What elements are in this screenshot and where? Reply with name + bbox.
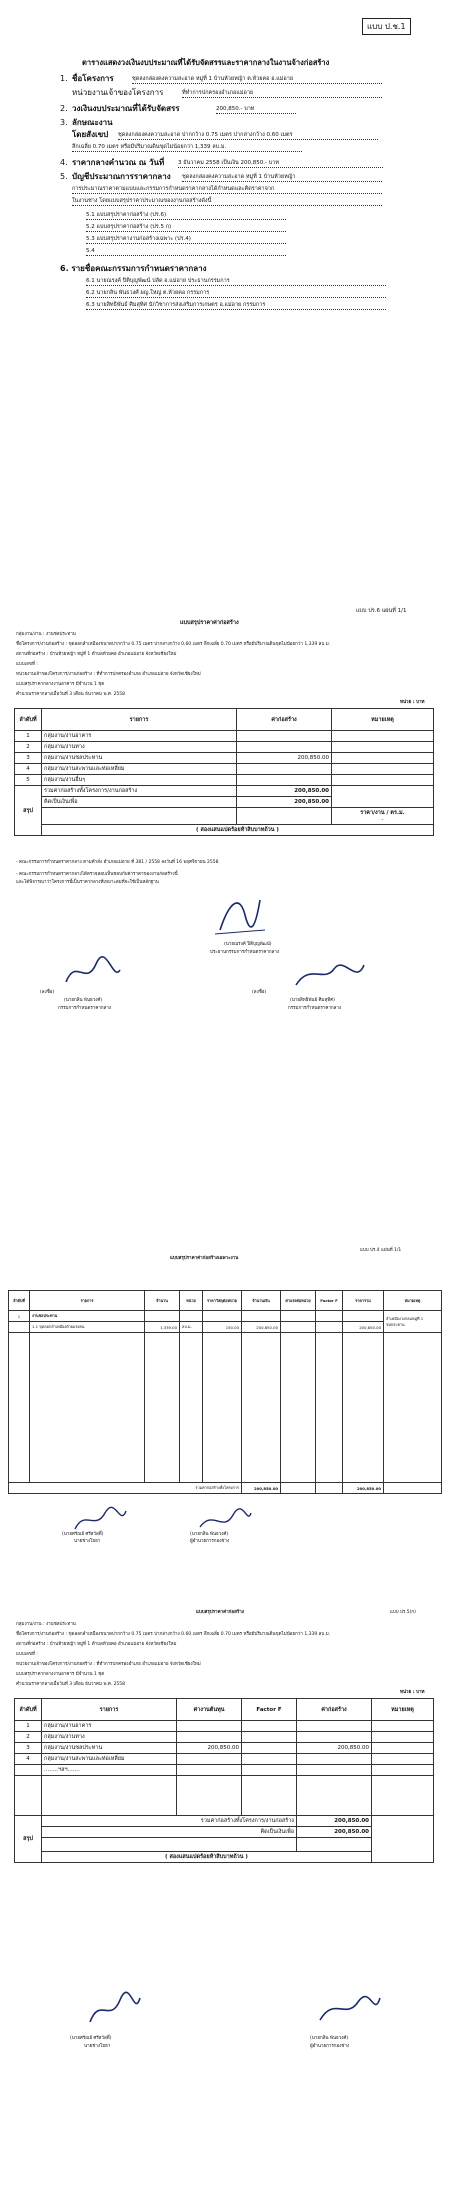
- item3-no: 3.: [60, 118, 68, 127]
- table-row: 1 กลุ่มงาน/งานอาคาร: [15, 1721, 434, 1732]
- item3-label: ลักษณะงาน: [72, 118, 113, 127]
- page3-left-role: นายช่างโยธา: [74, 1539, 101, 1544]
- page2-meta-5: แบบสรุปราคากลางงานอาคาร มีจำนวน 1 ชุด: [16, 682, 105, 687]
- item3-desc-1: ชุดลงกล่องคงความสะอาด ปากกว้าง 0.75 เมตร ปากล่างกว้าง 0.60 เมตร: [118, 132, 378, 140]
- table-row: 1 งานชลประทาน ลำเหมืองวงกลมหมู่ที่ 1 ชลประทาน: [9, 1311, 442, 1322]
- page-2-por6-summary: [0, 600, 450, 1240]
- left-committee-signature: [58, 952, 128, 992]
- page2-ref: แบบ ปร.6 แผ่นที่ 1/1: [356, 608, 407, 614]
- page4-meta-6: คำนวณราคากลางเมื่อวันที่ 3 เดือน ธันวาคม พ.ศ. 2558: [16, 1682, 126, 1687]
- chair-name: (นายณรงค์ ปิติบุญพัฒน์): [224, 942, 272, 947]
- page4-left-name: (นายศรัณย์ ศรีสวัสดิ์): [70, 2036, 112, 2041]
- committee-3: 6.3 นายสิทธิพันธ์ ศิมสุทิศ นักวิชาการส่งเสริมการเกษตร อ.แม่อาย กรรมการ: [86, 302, 386, 310]
- item5-line-1: การประมาณราคาตามแบบและกรรมการกำหนดราคากลางได้กำหนดและคิดราคาจาก: [72, 186, 382, 194]
- item4-label: ราคากลางคำนวณ ณ วันที่: [72, 158, 165, 167]
- page3-left-name: (นายศรัณย์ ศรีสวัสดิ์): [62, 1532, 104, 1537]
- item4-value: 3 ธันวาคม 2558 เป็นเงิน 200,850.- บาท: [178, 160, 383, 168]
- committee-2: 6.2 นายกลิน พันธวงศ์ ผญ.ใหญ่ ต.ห้วยคอ กรรมการ: [86, 290, 386, 298]
- table-blank-area: [9, 1333, 442, 1483]
- total-row: รวมค่าก่อสร้างทั้งโครงการ 200,850.00 200,850.00: [9, 1483, 442, 1494]
- page3-right-signature: [195, 1505, 255, 1535]
- item1-label: ชื่อโครงการ: [72, 74, 114, 83]
- page4-left-signature: [84, 1990, 144, 2030]
- table-row: ........ฯลฯ.......: [15, 1765, 434, 1776]
- table-row: 1.1 ขุดลอกลำเหมืองด้วยแรงคน 1,339.00 ลบ.ม. 150.00 200,850.00 200,850.00: [9, 1322, 442, 1333]
- chair-signature: [210, 890, 270, 940]
- right-committee-role: กรรมการกำหนดราคากลาง: [288, 1006, 342, 1011]
- sign-prefix-right: (ลงชื่อ): [252, 990, 267, 995]
- page2-meta-0: กลุ่มงาน/งาน : งานชลประทาน: [16, 632, 76, 637]
- in-words-row: ( สองแสนแปดร้อยห้าสิบบาทถ้วน ): [15, 825, 434, 836]
- item5-no: 5.: [60, 172, 68, 181]
- page2-title: แบบสรุปราคาค่าก่อสร้าง: [180, 620, 239, 626]
- committee-title: 6. รายชื่อคณะกรรมการกำหนดราคากลาง: [60, 264, 207, 273]
- item3-sub-label: โดยสังเขป: [72, 130, 109, 139]
- sign-prefix-left: (ลงชื่อ): [40, 990, 55, 995]
- item2-label: วงเงินงบประมาณที่ได้รับจัดสรร: [72, 104, 180, 113]
- page4-meta-5: แบบสรุปราคากลางงานอาคาร มีจำนวน 1 ชุด: [16, 1672, 105, 1677]
- table-row: 4 กลุ่มงาน/งานสะพานและท่อเหลี่ยม: [15, 764, 434, 775]
- item5-line-2: ในงานช่าง โดยแบบสรุปราคาประมาณของงานก่อสร้างดังนี้: [72, 198, 382, 206]
- sub-item-5-1: 5.1 แบบสรุปราคาก่อสร้าง (ปร.6): [86, 212, 286, 220]
- sub-item-5-2: 5.2 แบบสรุปราคาก่อสร้าง (ปร.5 ก): [86, 224, 286, 232]
- item4-no: 4.: [60, 158, 68, 167]
- page2-meta-2: สถานที่ก่อสร้าง : บ้านห้วยหญ้า หมู่ที่ 1 ตำบลห้วยคอ อำเภอแม่อาย จังหวัดเชียงใหม่: [16, 652, 177, 657]
- page4-right-name: (นายกลิน พันธวงศ์): [310, 2036, 349, 2041]
- page4-meta-1: ชื่อโครงการ/งานก่อสร้าง : ขุดลอกลำเหมืองขนาดปากกว้าง 0.75 เมตร ปากล่างกว้าง 0.60 เมตร ลึกเฉลี่ย 0.70 เมตร หรือมีปริมาณดินขุดไม่น้อยกว่า 1,339 ลบ.ม.: [16, 1632, 331, 1637]
- page-4-por5-summary: [0, 1550, 450, 2198]
- page2-cost-table: [14, 708, 434, 836]
- total-row: สรุป รวมค่าก่อสร้างทั้งโครงการ/งานก่อสร้าง 200,850.00: [15, 1816, 434, 1827]
- page3-ref: แบบ ปร.4 แผ่นที่ 1/1: [360, 1248, 402, 1253]
- sub-item-5-4: 5.4: [86, 248, 286, 256]
- item1b-label: หน่วยงานเจ้าของโครงการ: [72, 88, 164, 97]
- th-no: ลำดับที่: [15, 709, 42, 731]
- table-row: 5 กลุ่มงาน/งานอื่นๆ: [15, 775, 434, 786]
- table-row: 4 กลุ่มงาน/งานสะพานและท่อเหลี่ยม: [15, 1754, 434, 1765]
- table-blank-area: [15, 1776, 434, 1816]
- item3-desc-2: ลึกเฉลี่ย 0.70 เมตร หรือมีปริมาณดินขุดไม่น้อยกว่า 1,339 ลบ.ม.: [72, 144, 302, 152]
- blank-row: [15, 1838, 434, 1852]
- th-remark: หมายเหตุ: [332, 709, 434, 731]
- page-1-summary-form: [0, 0, 450, 600]
- page4-meta-3: แบบเลขที่ :: [16, 1652, 38, 1657]
- item2-no: 2.: [60, 104, 68, 113]
- item1-no: 1.: [60, 74, 68, 83]
- page4-cost-table: ลำดับที่ รายการ ค่างานต้นทุน Factor F ค่าก่อสร้าง หมายเหตุ 1 กลุ่มงาน/งานอาคาร 2 กลุ่มงาน/งานทาง 3 กลุ่มงาน/งานชลประทาน 200,850.00 200,850.00 4 กลุ่มงาน/งานสะพานและท่อเหลี่ยม ........ฯลฯ....... สรุป รวมค่าก่อสร้างทั้งโครงการ/งานก่อสร้าง 200,850.00 คิดเป็นเงินเพื่อ 200,850.00 ( สองแสนแปดร้อยห้าสิบบาทถ้วน ): [14, 1698, 434, 1863]
- page2-meta-4: หน่วยงานเจ้าของโครงการ/งานก่อสร้าง : ที่ทำการปกครองอำเภอ อำเภอแม่อาย จังหวัดเชียงใหม่: [16, 672, 201, 677]
- page4-left-role: นายช่างโยธา: [84, 2044, 111, 2049]
- page4-right-role: ผู้อำนวยการกองช่าง: [310, 2044, 350, 2049]
- page2-note-0: - คณะกรรมการกำหนดราคากลาง ตามคำสั่ง อำเภอแม่อาย ที่ 381 / 2558 ลงวันที่ 16 พฤศจิกายน 2558: [16, 860, 219, 865]
- page4-title: แบบสรุปราคาค่าก่อสร้าง: [196, 1610, 244, 1615]
- table-row: 2 กลุ่มงาน/งานทาง: [15, 742, 434, 753]
- round-row: คิดเป็นเงินเพื่อ 200,850.00: [15, 797, 434, 808]
- right-committee-name: (นายสิทธิพันธ์ ศิมสุทิศ): [290, 998, 335, 1003]
- item1-value: ชุดลงกล่องคงความสะอาด หมู่ที่ 1 บ้านห้วยหญ้า ต.ห้วยคอ อ.แม่อาย: [132, 76, 382, 84]
- page3-title: แบบสรุปราคาค่าก่อสร้างเฉพาะงาน: [170, 1256, 239, 1261]
- page3-right-role: ผู้อำนวยการกองช่าง: [190, 1539, 230, 1544]
- item5-label: บัญชีประมาณการราคากลาง: [72, 172, 171, 181]
- page2-meta-3: แบบเลขที่ :: [16, 662, 38, 667]
- th-cost: ค่าก่อสร้าง: [237, 709, 332, 731]
- page-3-por4-detail: [0, 1240, 450, 1550]
- in-words-row: ( สองแสนแปดร้อยห้าสิบบาทถ้วน ): [15, 1852, 434, 1863]
- form-code-badge: แบบ ป.ช.1: [362, 18, 411, 35]
- page2-meta-6: คำนวณราคากลางเมื่อวันที่ 3 เดือน ธันวาคม พ.ศ. 2558: [16, 692, 126, 697]
- round-row: คิดเป็นเงินเพื่อ 200,850.00: [15, 1827, 434, 1838]
- left-committee-role: กรรมการกำหนดราคากลาง: [58, 1006, 112, 1011]
- table-row: 3 กลุ่มงาน/งานชลประทาน 200,850.00: [15, 753, 434, 764]
- page2-note-1: - คณะกรรมการกำหนดราคากลางได้ตรวจสอบเห็นชอบกับค่าราคาของงานก่อสร้างนี้: [16, 872, 178, 877]
- chair-role: ประธานกรรมการกำหนดราคากลาง: [210, 950, 280, 955]
- item1b-value: ที่ทำการปกครองอำเภอแม่อาย: [182, 90, 382, 98]
- page3-left-signature: [70, 1505, 130, 1535]
- left-committee-name: (นายกลิน พันธวงศ์): [64, 998, 103, 1003]
- th-item: รายการ: [42, 709, 237, 731]
- table-row: 1 กลุ่มงาน/งานอาคาร: [15, 731, 434, 742]
- page4-meta-2: สถานที่ก่อสร้าง : บ้านห้วยหญ้า หมู่ที่ 1 ตำบลห้วยคอ อำเภอแม่อาย จังหวัดเชียงใหม่: [16, 1642, 177, 1647]
- page4-ref: แบบ ปร.5(ก): [390, 1610, 416, 1615]
- sub-item-5-3: 5.3 แบบสรุปราคางานก่อสร้างเฉพาะ (ปร.4): [86, 236, 286, 244]
- total-row: สรุป รวมค่าก่อสร้างทั้งโครงการ/งานก่อสร้าง 200,850.00: [15, 786, 434, 797]
- right-committee-signature: [290, 955, 370, 995]
- item2-value: 200,850.- บาท: [216, 106, 296, 114]
- page4-right-signature: [314, 1990, 384, 2030]
- page3-right-name: (นายกลิน พันธวงศ์): [190, 1532, 229, 1537]
- page4-meta-0: กลุ่มงาน/งาน : งานชลประทาน: [16, 1622, 76, 1627]
- page2-unit: หน่วย : บาท: [400, 700, 425, 705]
- item5-value: ชุดลงกล่องคงความสะอาด หมู่ที่ 1 บ้านห้วยหญ้า: [182, 174, 382, 182]
- page1-title: ตารางแสดงวงเงินงบประมาณที่ได้รับจัดสรรและราคากลางในงานจ้างก่อสร้าง: [82, 58, 330, 67]
- committee-1: 6.1 นายณรงค์ ปิติบุญพัฒน์ ปลัด อ.แม่อาย ประธานกรรมการ: [86, 278, 386, 286]
- page3-detail-table: ลำดับที่ รายการ จำนวน หน่วย ราคาวัสดุต่อหน่วย จำนวนเงิน ค่าแรงต่อหน่วย Factor F ราคารวม หมายเหตุ 1 งานชลประทาน ลำเหมืองวงกลมหมู่ที่ 1 ชลประทาน 1.1 ขุดลอกลำเหมืองด้วยแรงคน 1,339.00 ลบ.ม. 150.00 200,850.00 200,850.00 รวมค่าก่อสร้างทั้งโครงการ 200,850.00 200,850.00: [8, 1290, 442, 1494]
- table-row: 3 กลุ่มงาน/งานชลประทาน 200,850.00 200,850.00: [15, 1743, 434, 1754]
- page2-note-2: และได้พิจารณาว่าโครงการนี้เป็นราคากลางที่เหมาะสมที่จะใช้เป็นหลักฐาน: [16, 880, 159, 885]
- page2-meta-1: ชื่อโครงการ/งานก่อสร้าง : ขุดลอกลำเหมืองขนาดปากกว้าง 0.75 เมตร ปากล่างกว้าง 0.60 เมตร ลึกเฉลี่ย 0.70 เมตร หรือมีปริมาณดินขุดไม่น้อยกว่า 1,339 ลบ.ม.: [16, 642, 331, 647]
- table-row: 2 กลุ่มงาน/งานทาง: [15, 1732, 434, 1743]
- page4-unit: หน่วย : บาท: [400, 1690, 425, 1695]
- page4-meta-4: หน่วยงานเจ้าของโครงการ/งานก่อสร้าง : ที่ทำการปกครองอำเภอ อำเภอแม่อาย จังหวัดเชียงใหม่: [16, 1662, 201, 1667]
- price-per-unit-row: ราคา/งาน / ตร.ม. -: [15, 808, 434, 825]
